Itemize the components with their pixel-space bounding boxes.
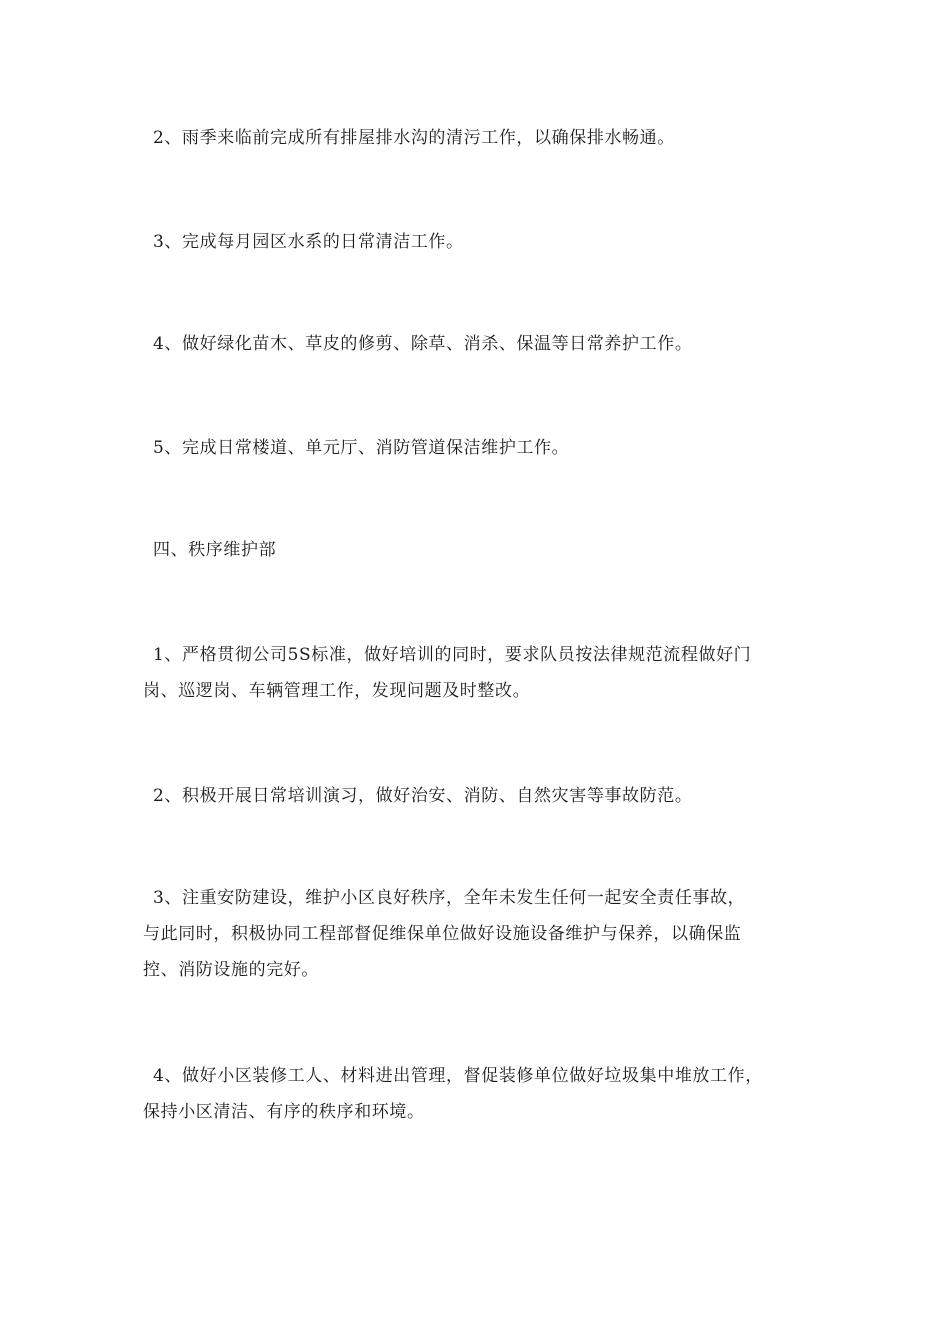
paragraph-line: 3、注重安防建设，维护小区良好秩序，全年未发生任何一起安全责任事故，	[153, 888, 746, 908]
paragraph-line: 控、消防设施的完好。	[143, 960, 319, 980]
paragraph-item-1-5s-standard	[143, 637, 823, 709]
paragraph-line: 3、完成每月园区水系的日常清洁工作。	[153, 232, 464, 252]
paragraph-line: 4、做好小区装修工人、材料进出管理，督促装修单位做好垃圾集中堆放工作，	[153, 1066, 763, 1086]
paragraph-line: 4、做好绿化苗木、草皮的修剪、除草、消杀、保温等日常养护工作。	[153, 334, 693, 354]
paragraph-line: 2、积极开展日常培训演习，做好治安、消防、自然灾害等事故防范。	[153, 786, 693, 806]
paragraph-line: 2、雨季来临前完成所有排屋排水沟的清污工作，以确保排水畅通。	[153, 128, 675, 148]
paragraph-line: 保持小区清洁、有序的秩序和环境。	[143, 1102, 425, 1122]
paragraph-item-4-greening	[143, 326, 823, 362]
section-heading-order-maintenance	[143, 532, 823, 568]
paragraph-item-3-water-system	[143, 224, 823, 260]
paragraph-item-2-drills	[143, 778, 823, 814]
paragraph-item-3-security	[143, 880, 823, 988]
paragraph-item-5-corridor	[143, 430, 823, 466]
paragraph-line: 1、严格贯彻公司5S标准，做好培训的同时，要求队员按法律规范流程做好门	[153, 645, 752, 665]
paragraph-item-2-drainage	[143, 120, 823, 156]
section-heading-line: 四、秩序维护部	[153, 540, 277, 560]
paragraph-line: 与此同时，积极协同工程部督促维保单位做好设施设备维护与保养，以确保监	[143, 924, 742, 944]
paragraph-line: 岗、巡逻岗、车辆管理工作，发现问题及时整改。	[143, 681, 531, 701]
paragraph-line: 5、完成日常楼道、单元厅、消防管道保洁维护工作。	[153, 438, 570, 458]
paragraph-item-4-renovation	[143, 1058, 823, 1130]
